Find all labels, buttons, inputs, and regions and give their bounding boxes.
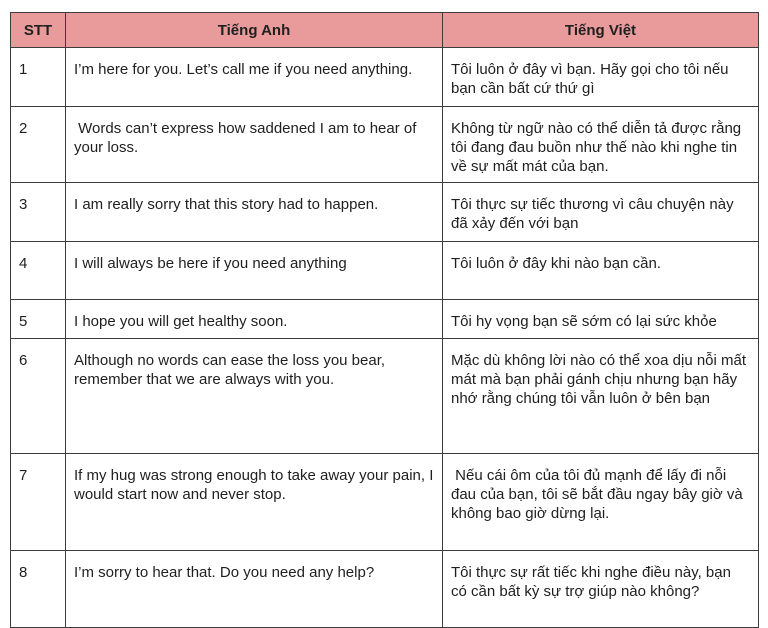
header-stt: STT bbox=[11, 13, 66, 48]
table-row bbox=[11, 107, 759, 183]
english-text: I’m here for you. Let’s call me if you need anything. bbox=[74, 61, 413, 78]
english-phrase bbox=[66, 454, 443, 551]
table-row bbox=[11, 454, 759, 551]
english-phrase bbox=[66, 551, 443, 628]
vietnamese-phrase bbox=[443, 551, 759, 628]
english-phrase bbox=[66, 242, 443, 300]
english-text: I am really sorry that this story had to happen. bbox=[74, 196, 379, 213]
header-english: Tiếng Anh bbox=[66, 13, 443, 48]
vietnamese-text: Mặc dù không lời nào có thể xoa dịu nỗi mất mát mà bạn phải gánh chịu nhưng bạn hãy nhớ rằng chúng tôi vẫn luôn ở bên bạn bbox=[451, 352, 747, 407]
english-phrase bbox=[66, 300, 443, 339]
table-row bbox=[11, 339, 759, 454]
english-text: I’m sorry to hear that. Do you need any help? bbox=[74, 564, 375, 581]
vietnamese-text: Tôi luôn ở đây vì bạn. Hãy gọi cho tôi nếu bạn cần bất cứ thứ gì bbox=[451, 61, 729, 97]
english-text: Although no words can ease the loss you bear, remember that we are always with you. bbox=[74, 352, 386, 388]
vietnamese-text: Tôi thực sự rất tiếc khi nghe điều này, bạn có cần bất kỳ sự trợ giúp nào không? bbox=[451, 564, 731, 600]
row-number: 5 bbox=[11, 300, 66, 339]
vietnamese-text: Tôi luôn ở đây khi nào bạn cần. bbox=[451, 255, 661, 272]
vietnamese-phrase bbox=[443, 48, 759, 107]
header-vietnamese: Tiếng Việt bbox=[443, 13, 759, 48]
english-phrase bbox=[66, 339, 443, 454]
header-row bbox=[11, 13, 759, 48]
vietnamese-phrase bbox=[443, 242, 759, 300]
vietnamese-phrase bbox=[443, 300, 759, 339]
vietnamese-text: Không từ ngữ nào có thể diễn tả được rằng tôi đang đau buồn như thế nào khi nghe tin về sự mất mát của bạn. bbox=[451, 120, 742, 175]
row-number: 4 bbox=[11, 242, 66, 300]
english-text: Words can’t express how saddened I am to hear of your loss. bbox=[74, 120, 421, 156]
table-row bbox=[11, 183, 759, 242]
row-number: 8 bbox=[11, 551, 66, 628]
vietnamese-text: Tôi hy vọng bạn sẽ sớm có lại sức khỏe bbox=[451, 313, 717, 330]
vietnamese-phrase bbox=[443, 454, 759, 551]
row-number: 6 bbox=[11, 339, 66, 454]
vietnamese-text: Tôi thực sự tiếc thương vì câu chuyện này đã xảy đến với bạn bbox=[451, 196, 734, 232]
row-number: 1 bbox=[11, 48, 66, 107]
english-phrase bbox=[66, 48, 443, 107]
row-number: 2 bbox=[11, 107, 66, 183]
table-row bbox=[11, 242, 759, 300]
table-row bbox=[11, 300, 759, 339]
english-phrase bbox=[66, 183, 443, 242]
phrase-table bbox=[10, 12, 759, 628]
english-text: If my hug was strong enough to take away your pain, I would start now and never stop. bbox=[74, 467, 434, 503]
english-text: I hope you will get healthy soon. bbox=[74, 313, 288, 330]
row-number: 3 bbox=[11, 183, 66, 242]
english-text: I will always be here if you need anything bbox=[74, 255, 347, 272]
table-row bbox=[11, 48, 759, 107]
row-number: 7 bbox=[11, 454, 66, 551]
english-phrase bbox=[66, 107, 443, 183]
vietnamese-phrase bbox=[443, 339, 759, 454]
vietnamese-phrase bbox=[443, 107, 759, 183]
vietnamese-phrase bbox=[443, 183, 759, 242]
table-row bbox=[11, 551, 759, 628]
vietnamese-text: Nếu cái ôm của tôi đủ mạnh để lấy đi nỗi đau của bạn, tôi sẽ bắt đầu ngay bây giờ và không bao giờ dừng lại. bbox=[451, 467, 747, 522]
